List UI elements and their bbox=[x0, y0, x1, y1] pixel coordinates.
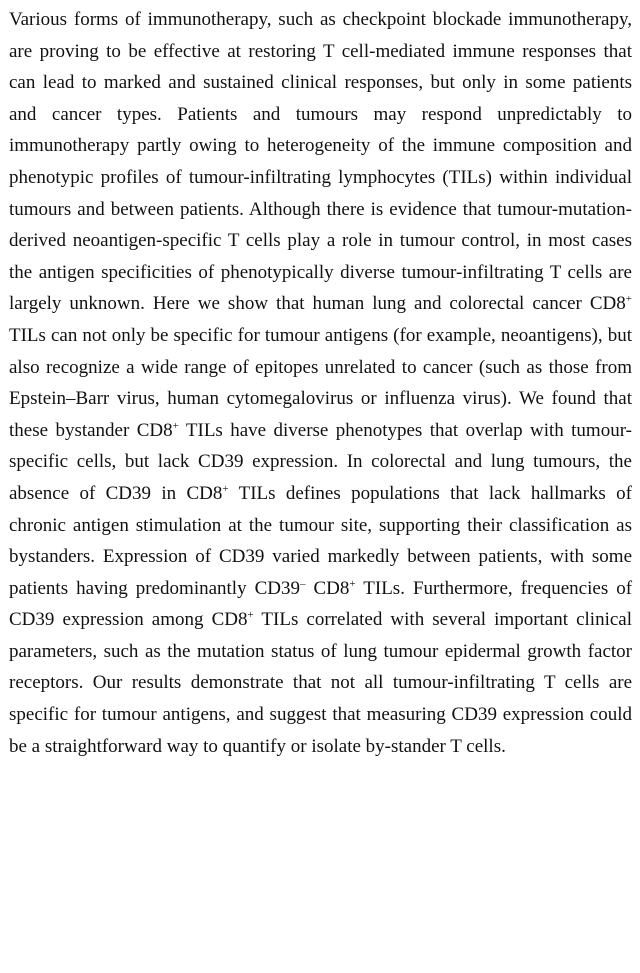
superscript-minus: – bbox=[299, 577, 306, 590]
sentence-8-part-a: Furthermore, frequencies of CD39 expression among CD8 bbox=[9, 577, 633, 631]
sentence-7-part-c: TILs. bbox=[363, 577, 405, 599]
sentence-4-part-b: TILs can not only be specific for tumour antigens (for example, neoantigens), but also recognize a wide range of epitopes unrelated to cancer (such as those from Epstein–Barr virus, human cytomegalovirus or influenza virus). bbox=[9, 324, 632, 410]
sentence-9: Our results demonstrate that not all tumour-infiltrating T cells are specific for tumour antigens, and suggest that measuring CD39 expression could be a straightforward way to quantify or isolate by-stander T cells. bbox=[9, 672, 633, 757]
superscript-plus: + bbox=[222, 482, 229, 495]
superscript-plus: + bbox=[247, 609, 254, 622]
sentence-3: Although there is evidence that tumour-mutation-derived neoantigen-specific T cells play a role in tumour control, in most cases the antigen specificities of phenotypically diverse tumour-infiltrating T cells are largely unknown. bbox=[9, 198, 633, 315]
sentence-6-part-b: TILs defines populations that lack hallmarks of chronic antigen stimulation at the tumour site, supporting their classification as bystanders. bbox=[9, 482, 632, 568]
sentence-5-part-a: We found that these bystander CD8 bbox=[9, 388, 632, 441]
sentence-4-part-a: Here we show that human lung and colorectal cancer CD8 bbox=[152, 293, 626, 315]
abstract-paragraph bbox=[9, 4, 632, 762]
sentence-2: Patients and tumours may respond unpredictably to immunotherapy partly owing to heterogeneity of the immune composition and phenotypic profiles of tumour-infiltrating lymphocytes (TILs) within individual tumours and between patients. bbox=[9, 103, 633, 220]
sentence-7-part-b: CD8 bbox=[313, 577, 350, 599]
superscript-plus: + bbox=[625, 293, 632, 306]
sentence-1: Various forms of immunotherapy, such as checkpoint blockade immunotherapy, are proving to be effective at restoring T cell-mediated immune responses that can lead to marked and sustained clinical responses, but only in some patients and cancer types. bbox=[9, 9, 632, 125]
superscript-plus: + bbox=[172, 419, 179, 432]
sentence-8-part-b: TILs correlated with several important clinical parameters, such as the mutation status of lung tumour epidermal growth factor receptors. bbox=[9, 609, 632, 694]
sentence-7-part-a: Expression of CD39 varied markedly between patients, with some patients having predominantly CD39 bbox=[9, 546, 632, 599]
superscript-plus: + bbox=[349, 577, 356, 590]
sentence-5-part-b: TILs have diverse phenotypes that overlap with tumour-specific cells, but lack CD39 expression. bbox=[9, 419, 632, 473]
sentence-6-part-a: In colorectal and lung tumours, the absence of CD39 in CD8 bbox=[9, 451, 632, 504]
